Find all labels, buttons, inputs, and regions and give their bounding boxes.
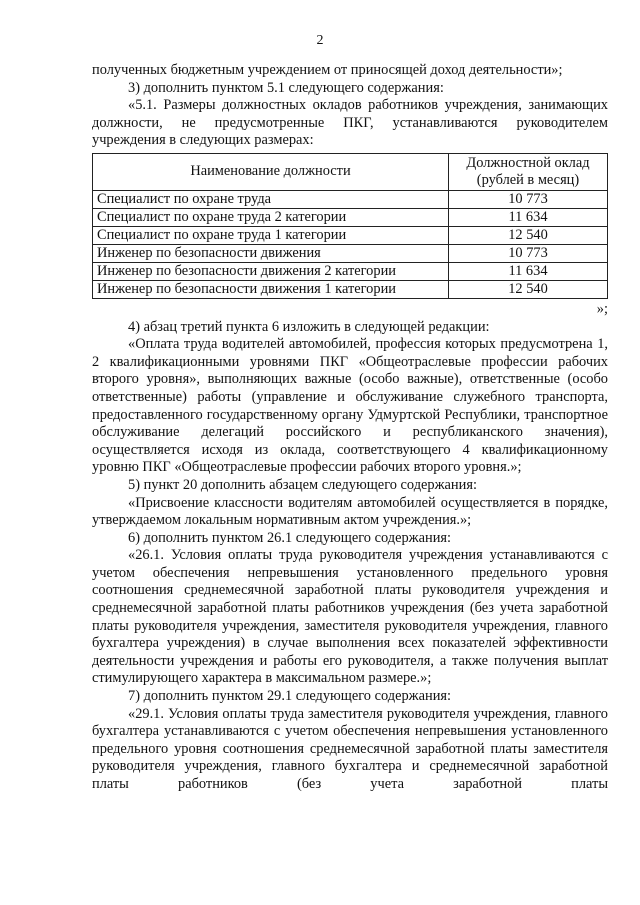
- table-row: [93, 226, 608, 244]
- table-header-row: [93, 153, 608, 190]
- paragraph-item-3: 3) дополнить пунктом 5.1 следующего содержания:: [128, 79, 444, 96]
- cell-salary: 11 634: [449, 208, 608, 226]
- cell-salary: 10 773: [449, 244, 608, 262]
- cell-position: Специалист по охране труда 1 категории: [93, 226, 449, 244]
- paragraph-continuation: полученных бюджетным учреждением от приносящей доход деятельности»;: [92, 62, 563, 78]
- cell-salary: 11 634: [449, 262, 608, 280]
- paragraph-5-1: «5.1. Размеры должностных окладов работников учреждения, занимающих должности, не предусмотренные ПКГ, устанавливаются руководителем учреждения в следующих размерах:: [92, 97, 608, 149]
- table-row: [93, 244, 608, 262]
- document-body: [92, 62, 608, 794]
- table-row: [93, 280, 608, 298]
- paragraph-driver-pay: «Оплата труда водителей автомобилей, профессия которых предусмотрена 1, 2 квалификационными уровнями ПКГ «Общеотраслевые профессии рабочих второго уровня», выполняющих важные (особо важные), ответственные (особо ответственные) работы (управление и обслуживание служебного транспорта, предоставленного государственному органу Удмуртской Республики, транспортное обслуживание делегаций российского и республиканского значения), осуществляется исходя из оклада, соответствующего 4 квалификационному уровню ПКГ «Общеотраслевые профессии рабочих второго уровня.»;: [92, 336, 608, 476]
- paragraph-driver-class: «Присвоение классности водителям автомобилей осуществляется в порядке, утверждаемом локальным нормативным актом учреждения.»;: [92, 494, 608, 529]
- paragraph-item-7: 7) дополнить пунктом 29.1 следующего содержания:: [128, 688, 452, 705]
- cell-salary: 10 773: [449, 190, 608, 208]
- paragraph-26-1: «26.1. Условия оплаты труда руководителя учреждения устанавливаются с учетом обеспечения непревышения установленного предельного уровня соотношения среднемесячной заработной платы руководителя учреждения и среднемесячной заработной платы работников учреждения (без учета заработной платы руководителя учреждения, заместителя руководителя учреждения, главного бухгалтера учреждения) в случае выполнения всех показателей эффективности деятельности учреждения и работы его руководителя, а также получения выплат стимулирующего характера в максимальном размере.»;: [92, 547, 608, 687]
- paragraph-29-1: «29.1. Условия оплаты труда заместителя руководителя учреждения, главного бухгалтера устанавливаются с учетом обеспечения непревышения установленного предельного уровня соотношения среднемесячной заработной платы заместителя руководителя учреждения, главного бухгалтера и среднемесячной заработной платы работников (без учета заработной платы: [92, 705, 608, 792]
- paragraph-item-5: 5) пункт 20 дополнить абзацем следующего содержания:: [128, 476, 477, 493]
- table-closing-quote: »;: [596, 300, 608, 317]
- cell-salary: 12 540: [449, 226, 608, 244]
- cell-salary: 12 540: [449, 280, 608, 298]
- header-position: Наименование должности: [93, 153, 449, 190]
- cell-position: Инженер по безопасности движения 2 категории: [93, 262, 449, 280]
- table-row: [93, 208, 608, 226]
- paragraph-item-6: 6) дополнить пунктом 26.1 следующего содержания:: [128, 529, 452, 546]
- cell-position: Специалист по охране труда: [93, 190, 449, 208]
- header-salary: Должностной оклад (рублей в месяц): [449, 153, 608, 190]
- table-row: [93, 262, 608, 280]
- table-row: [93, 190, 608, 208]
- cell-position: Инженер по безопасности движения: [93, 244, 449, 262]
- cell-position: Инженер по безопасности движения 1 категории: [93, 280, 449, 298]
- salary-table: [92, 153, 608, 299]
- cell-position: Специалист по охране труда 2 категории: [93, 208, 449, 226]
- page-number: 2: [316, 33, 324, 48]
- paragraph-item-4: 4) абзац третий пункта 6 изложить в следующей редакции:: [128, 318, 490, 335]
